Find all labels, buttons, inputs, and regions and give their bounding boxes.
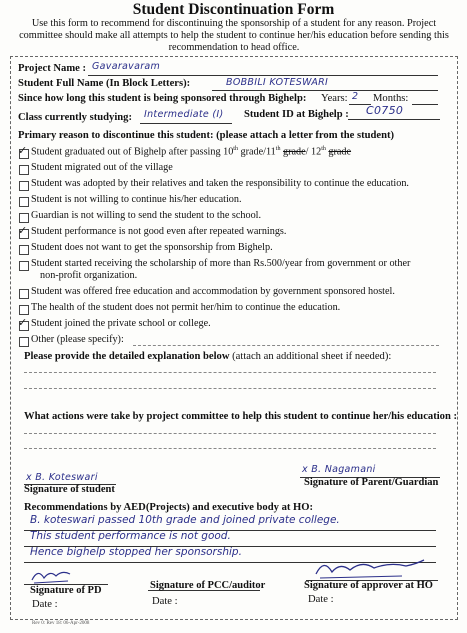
reason-label: Other (please specify):	[31, 334, 124, 345]
reason-label-continued: non-profit organization.	[40, 270, 138, 281]
form-intro	[16, 18, 452, 54]
pcc-date-label[interactable]: Date :	[152, 596, 178, 607]
reason-label: Student is not willing to continue his/her education.	[31, 194, 242, 205]
recommendations-label: Recommendations by AED(Projects) and executive body at HO:	[24, 502, 314, 513]
reason-label: Student was adopted by their relatives and taken the responsibility to continue the education.	[31, 178, 409, 189]
student-signature: x B. Koteswari	[26, 472, 98, 483]
project-name-line	[88, 75, 438, 76]
reason-label: Student started receiving the scholarship of more than Rs.500/year from government or other	[31, 258, 411, 269]
student-signature-label: Signature of student	[24, 484, 115, 495]
class-label: Class currently studying:	[18, 112, 132, 123]
intro-line-2: committee should make all attempts to help the student to continue her/his education before sending this	[19, 30, 449, 41]
class-value[interactable]: Intermediate (I)	[144, 109, 224, 120]
reason-label-graduated: Student graduated out of Bighelp after passing 10th grade/11th grade/ 12th grade	[31, 146, 352, 158]
pcc-signature-label: Signature of PCC/auditor	[150, 580, 266, 591]
reason-checkbox[interactable]	[19, 337, 29, 347]
months-label: Months:	[373, 93, 409, 104]
recommendation-line-3[interactable]: Hence bighelp stopped her sponsorship.	[30, 546, 242, 558]
months-line	[412, 104, 438, 105]
pd-signature-mark	[28, 566, 74, 586]
parent-signature: x B. Nagamani	[302, 464, 376, 475]
recommendation-line-2[interactable]: This student performance is not good.	[30, 530, 231, 542]
approver-signature-mark	[310, 556, 430, 582]
reason-label: Student was offered free education and accommodation by government sponsored hostel.	[31, 286, 395, 297]
reason-checkbox[interactable]	[19, 197, 29, 207]
reason-label: Student migrated out of the village	[31, 162, 173, 173]
parent-signature-label: Signature of Parent/Guardian	[304, 477, 439, 488]
other-specify-line	[133, 345, 439, 346]
reason-label: The health of the student does not permit her/him to continue the education.	[31, 302, 341, 313]
form-title: Student Discontinuation Form	[132, 1, 335, 18]
approver-signature-label: Signature of approver at HO	[304, 580, 433, 591]
reason-checkbox[interactable]	[19, 245, 29, 255]
reason-checkbox[interactable]	[19, 165, 29, 175]
full-name-line	[212, 90, 438, 91]
reason-checkbox[interactable]	[19, 289, 29, 299]
explanation-label: Please provide the detailed explanation below	[24, 351, 230, 362]
intro-line-3: recommendation to head office.	[168, 42, 300, 53]
actions-line-2[interactable]	[24, 448, 436, 449]
actions-label: What actions were take by project committee to help this student to continue her/his education :	[24, 411, 458, 422]
class-line	[140, 123, 232, 124]
project-name-label: Project Name :	[18, 63, 87, 74]
approver-date-label[interactable]: Date :	[308, 594, 334, 605]
reason-label: Student does not want to get the sponsorship from Bighelp.	[31, 242, 273, 253]
explanation-line-2[interactable]	[24, 388, 436, 389]
duration-label: Since how long this student is being sponsored through Bighelp:	[18, 93, 307, 104]
years-value[interactable]: 2	[352, 91, 359, 102]
reason-checkbox[interactable]	[19, 213, 29, 223]
intro-line-1: Use this form to recommend for discontinuing the sponsorship of a student for any reason. Project	[31, 18, 437, 29]
check-mark-icon: ✓	[18, 224, 28, 237]
student-id-label: Student ID at Bighelp :	[244, 109, 349, 120]
explanation-note: (attach an additional sheet if needed):	[232, 351, 392, 362]
recommendation-line-1[interactable]: B. koteswari passed 10th grade and joined private college.	[30, 514, 340, 526]
pd-date-label[interactable]: Date :	[32, 599, 58, 610]
reason-label: Guardian is not willing to send the student to the school.	[31, 210, 262, 221]
reasons-heading: Primary reason to discontinue this student: (please attach a letter from the student)	[18, 130, 395, 141]
actions-line-1[interactable]	[24, 433, 436, 434]
check-mark-icon: ✓	[18, 316, 28, 329]
full-name-note: (In Block Letters):	[106, 78, 191, 89]
reason-label: Student performance is not good even after repeated warnings.	[31, 226, 287, 237]
explanation-label-wrap	[24, 351, 391, 362]
reason-checkbox[interactable]	[19, 261, 29, 271]
full-name-value[interactable]: BOBBILI KOTESWARI	[226, 77, 329, 88]
reason-label: Student joined the private school or college.	[31, 318, 211, 329]
project-name-value[interactable]: Gavaravaram	[92, 61, 161, 72]
full-name-label-wrap	[18, 78, 190, 89]
revision-note: Rev 0: Rev 18: 06-Apr-2008	[32, 621, 90, 626]
reason-checkbox[interactable]	[19, 181, 29, 191]
student-id-value[interactable]: C0750	[366, 104, 404, 117]
full-name-label: Student Full Name	[18, 78, 104, 89]
reason-checkbox[interactable]	[19, 305, 29, 315]
explanation-line-1[interactable]	[24, 372, 436, 373]
student-id-line	[348, 119, 440, 120]
pd-signature-label: Signature of PD	[30, 585, 102, 596]
years-label: Years:	[321, 93, 348, 104]
check-mark-icon: ✓	[18, 144, 28, 157]
